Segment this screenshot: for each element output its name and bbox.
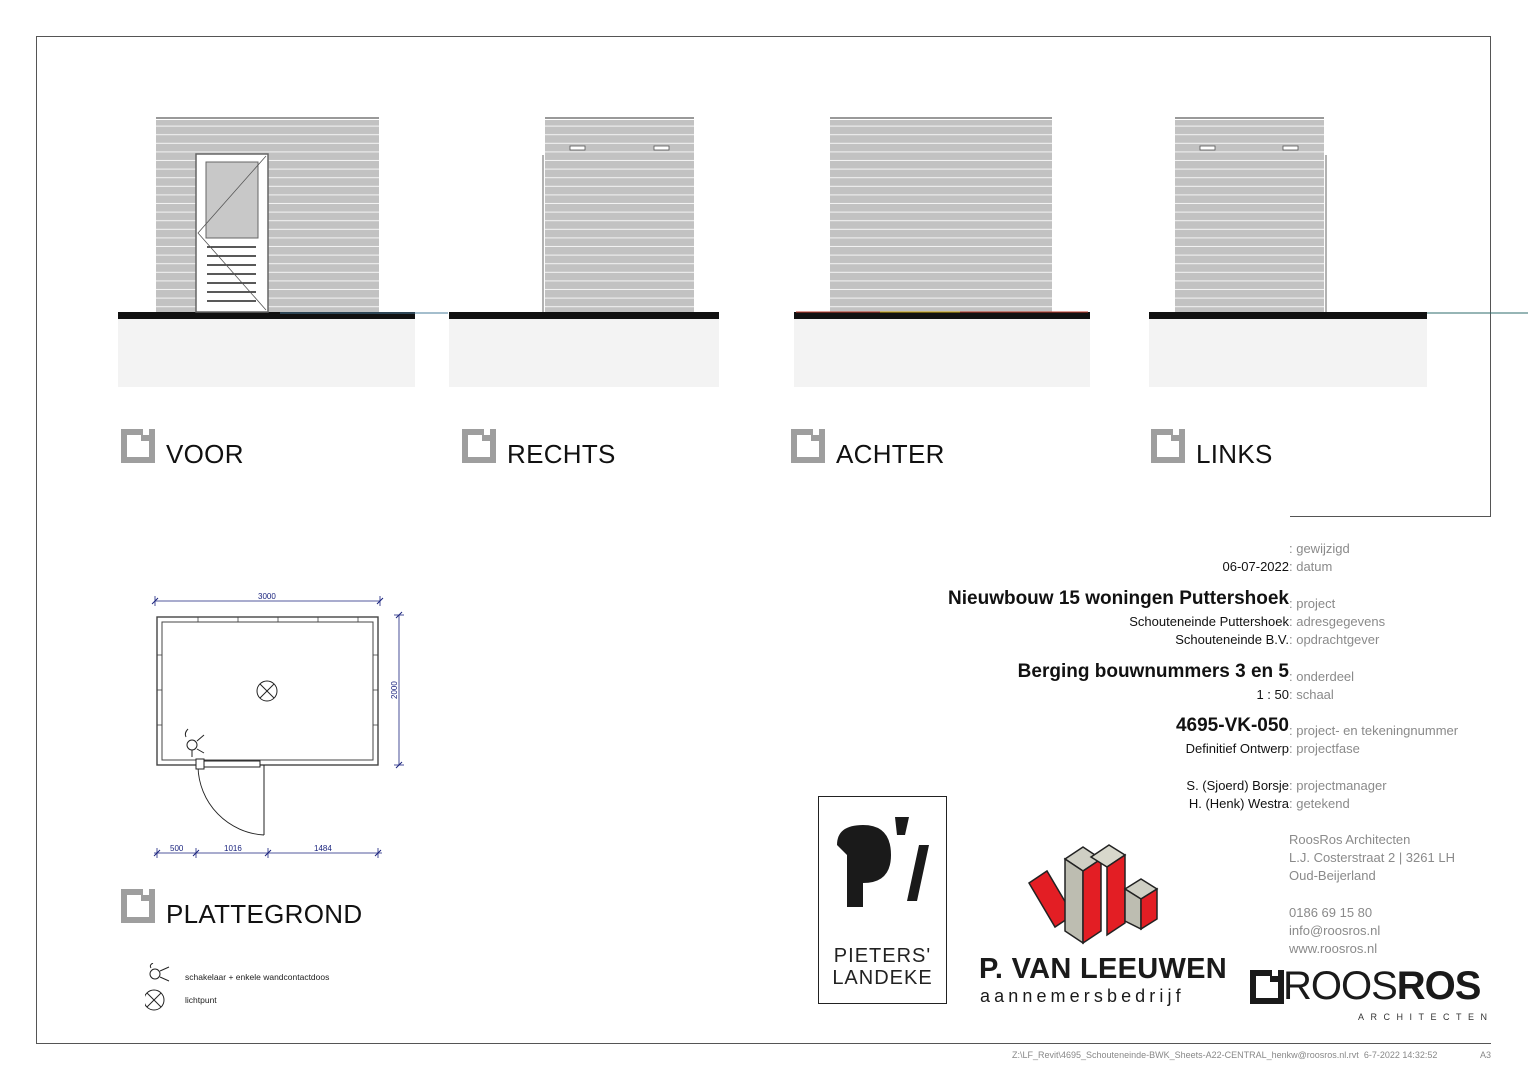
- tb-key-gewijzigd: : gewijzigd: [1289, 541, 1350, 556]
- view-title-achter: ACHTER: [836, 439, 945, 469]
- tb-key-project: : project: [1289, 596, 1336, 611]
- tb-key-tekeningnummer: : project- en tekeningnummer: [1289, 723, 1459, 738]
- view-marker-icon: [462, 429, 496, 463]
- tb-value-tekeningnummer: 4695-VK-050: [1175, 715, 1289, 736]
- legend-icons: [145, 963, 181, 1015]
- tb-value-projectfase: Definitief Ontwerp: [1185, 741, 1289, 756]
- switch-socket-icon: [185, 729, 204, 757]
- van-leeuwen-sub: aannemersbedrijf: [980, 986, 1185, 1006]
- roosros-light: ROOS: [1283, 964, 1397, 1008]
- tb-value-onderdeel: Berging bouwnummers 3 en 5: [1017, 661, 1289, 682]
- elevations-drawing: [0, 0, 1528, 400]
- view-title-rechts: RECHTS: [507, 439, 616, 469]
- office-web[interactable]: www.roosros.nl: [1289, 941, 1378, 956]
- office-address2: Oud-Beijerland: [1289, 868, 1376, 883]
- elevation-voor: [118, 118, 448, 387]
- legend-switch-text: schakelaar + enkele wandcontactdoos: [185, 972, 330, 982]
- roosros-wordmark: [1283, 964, 1480, 1008]
- office-email[interactable]: info@roosros.nl: [1289, 923, 1381, 938]
- elevation-links: [1149, 118, 1528, 387]
- dim-top: 3000: [258, 592, 276, 601]
- legend-light-text: lichtpunt: [185, 995, 217, 1005]
- view-title-plattegrond: PLATTEGROND: [166, 899, 363, 929]
- dim-bottom-3: 1484: [314, 844, 332, 853]
- pieters-line2: LANDEKE: [832, 967, 933, 989]
- view-marker-icon: [1151, 429, 1185, 463]
- tb-value-adres: Schouteneinde Puttershoek: [1129, 614, 1289, 629]
- view-title-links: LINKS: [1196, 439, 1273, 469]
- tb-key-projectmanager: : projectmanager: [1289, 778, 1387, 793]
- roosros-sub: ARCHITECTEN: [1358, 1012, 1494, 1022]
- dim-bottom-2: 1016: [224, 844, 242, 853]
- floorplan-drawing: [140, 585, 420, 865]
- tb-value-datum: 06-07-2022: [1222, 559, 1289, 574]
- view-title-voor: VOOR: [166, 439, 244, 469]
- sheet-border-bottom: [36, 1043, 1491, 1044]
- dim-side: 2000: [390, 681, 399, 699]
- tb-value-getekend: H. (Henk) Westra: [1188, 796, 1289, 811]
- pieters-landeke-logo: [818, 796, 947, 1004]
- light-point-icon: [145, 990, 164, 1010]
- office-phone: 0186 69 15 80: [1289, 905, 1373, 920]
- tb-value-project: Nieuwbouw 15 woningen Puttershoek: [948, 588, 1289, 609]
- switch-socket-icon: [150, 963, 169, 981]
- titleblock-divider: [1290, 516, 1491, 517]
- roosros-bold: ROS: [1396, 964, 1481, 1008]
- office-name: RoosRos Architecten: [1289, 832, 1411, 847]
- dim-bottom-1: 500: [170, 844, 184, 853]
- tb-key-onderdeel: : onderdeel: [1289, 669, 1355, 684]
- view-marker-icon: [121, 429, 155, 463]
- tb-value-opdrachtgever: Schouteneinde B.V.: [1175, 632, 1289, 647]
- elevation-achter: [794, 118, 1090, 387]
- pieters-line1: PIETERS': [833, 945, 932, 967]
- van-leeuwen-logo-mark: [1025, 843, 1161, 947]
- tb-value-projectmanager: S. (Sjoerd) Borsje: [1186, 778, 1289, 793]
- footer-path: Z:\LF_Revit\4695_Schouteneinde-BWK_Sheets-A22-CENTRAL_henkw@roosros.nl.rvt: [1012, 1050, 1359, 1060]
- tb-key-getekend: : getekend: [1289, 796, 1350, 811]
- view-marker-icon: [791, 429, 825, 463]
- footer-format: A3: [1480, 1050, 1492, 1060]
- footer-file-path: [1012, 1050, 1437, 1060]
- roosros-logo-mark: [1250, 970, 1284, 1004]
- light-point-icon: [257, 681, 277, 701]
- tb-key-datum: : datum: [1289, 559, 1333, 574]
- tb-key-projectfase: : projectfase: [1289, 741, 1360, 756]
- view-marker-icon: [121, 889, 155, 923]
- van-leeuwen-name: P. VAN LEEUWEN: [979, 953, 1228, 985]
- footer-stamp: 6-7-2022 14:32:52: [1363, 1050, 1438, 1060]
- pieters-logo-mark: [833, 817, 933, 909]
- tb-key-schaal: : schaal: [1289, 687, 1334, 702]
- tb-value-schaal: 1 : 50: [1256, 687, 1289, 702]
- elevation-rechts: [449, 118, 719, 387]
- tb-key-opdrachtgever: : opdrachtgever: [1289, 632, 1380, 647]
- office-address1: L.J. Costerstraat 2 | 3261 LH: [1289, 850, 1455, 865]
- tb-key-adres: : adresgegevens: [1289, 614, 1386, 629]
